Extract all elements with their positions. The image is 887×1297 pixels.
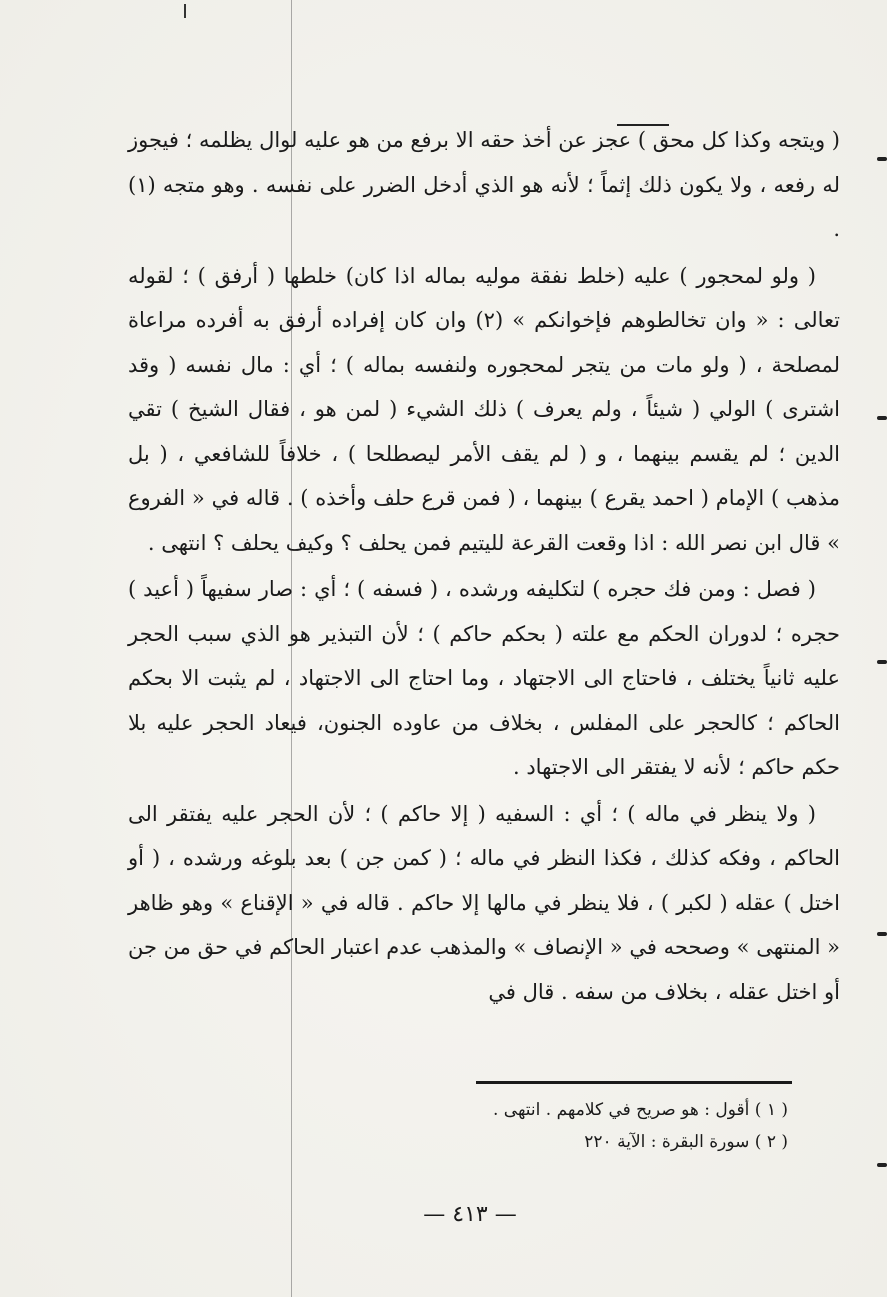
main-text <box>128 118 840 1016</box>
edge-mark <box>877 416 887 420</box>
paragraph: ( ولو لمحجور ) عليه (خلط نفقة موليه بماله اذا كان) خلطها ( أرفق ) ؛ لقوله تعالى : « وان تخالطوهم فإخوانكم » (٢) وان كان إفراده أرفق به أفرده مراعاة لمصلحة ، ( ولو مات من يتجر لمحجوره ولنفسه بماله ) ؛ أي : مال نفسه ( وقد اشترى ) الولي ( شيئاً ، ولم يعرف ) ذلك الشيء ( لمن هو ، فقال الشيخ ) تقي الدين ؛ لم يقسم بينهما ، و ( لم يقف الأمر ليصطلحا ) ، خلافاً للشافعي ، ( بل مذهب ) الإمام ( احمد يقرع ) بينهما ، ( فمن قرع حلف وأخذه ) . قاله في « الفروع » قال ابن نصر الله : اذا وقعت القرعة لليتيم فمن يحلف ؟ وكيف يحلف ؟ انتهى . <box>128 263 840 555</box>
paragraph: ( ولا ينظر في ماله ) ؛ أي : السفيه ( إلا حاكم ) ؛ لأن الحجر عليه يفتقر الى الحاكم ، وفكه كذلك ، فكذا النظر في ماله ؛ ( كمن جن ) بعد بلوغه ورشده ، ( أو اختل ) عقله ( لكبر ) ، فلا ينظر في مالها إلا حاكم . قاله في « الإقناع » وهو ظاهر « المنتهى » وصححه في « الإنصاف » والمذهب عدم اعتبار الحاكم في حق من جن أو اختل عقله ، بخلاف من سفه . قال في <box>128 801 840 1004</box>
scan-mark <box>184 4 186 18</box>
footnote: ( ١ ) أقول : هو صريح في كلامهم . انتهى . <box>492 1100 788 1120</box>
page-number: — ٤١٣ — <box>423 1202 517 1227</box>
paragraph: ( ويتجه وكذا كل محق ) عجز عن أخذ حقه الا برفع من هو عليه لوال يظلمه ؛ فيجوز له رفعه ، ولا يكون ذلك إثماً ؛ لأنه هو الذي أدخل الضرر على نفسه . وهو متجه (١) . <box>128 128 840 241</box>
footnote: ( ٢ ) سورة البقرة : الآية ٢٢٠ <box>584 1132 788 1152</box>
footnote-separator <box>476 1081 792 1084</box>
edge-mark <box>877 157 887 161</box>
edge-mark <box>877 660 887 664</box>
paragraph: ( فصل : ومن فك حجره ) لتكليفه ورشده ، ( فسفه ) ؛ أي : صار سفيهاً ( أعيد ) حجره ؛ لدوران الحكم مع علته ( بحكم حاكم ) ؛ لأن التبذير هو الذي سبب الحجر عليه ثانياً يختلف ، فاحتاج الى الاجتهاد ، وما احتاج الى الاجتهاد ، لم يثبت الا بحكم الحاكم ؛ كالحجر على المفلس ، بخلاف من عاوده الجنون، فيعاد الحجر عليه بلا حكم حاكم ؛ لأنه لا يفتقر الى الاجتهاد . <box>128 577 840 779</box>
edge-mark <box>877 1163 887 1167</box>
edge-mark <box>877 932 887 936</box>
footnotes <box>300 1094 788 1158</box>
